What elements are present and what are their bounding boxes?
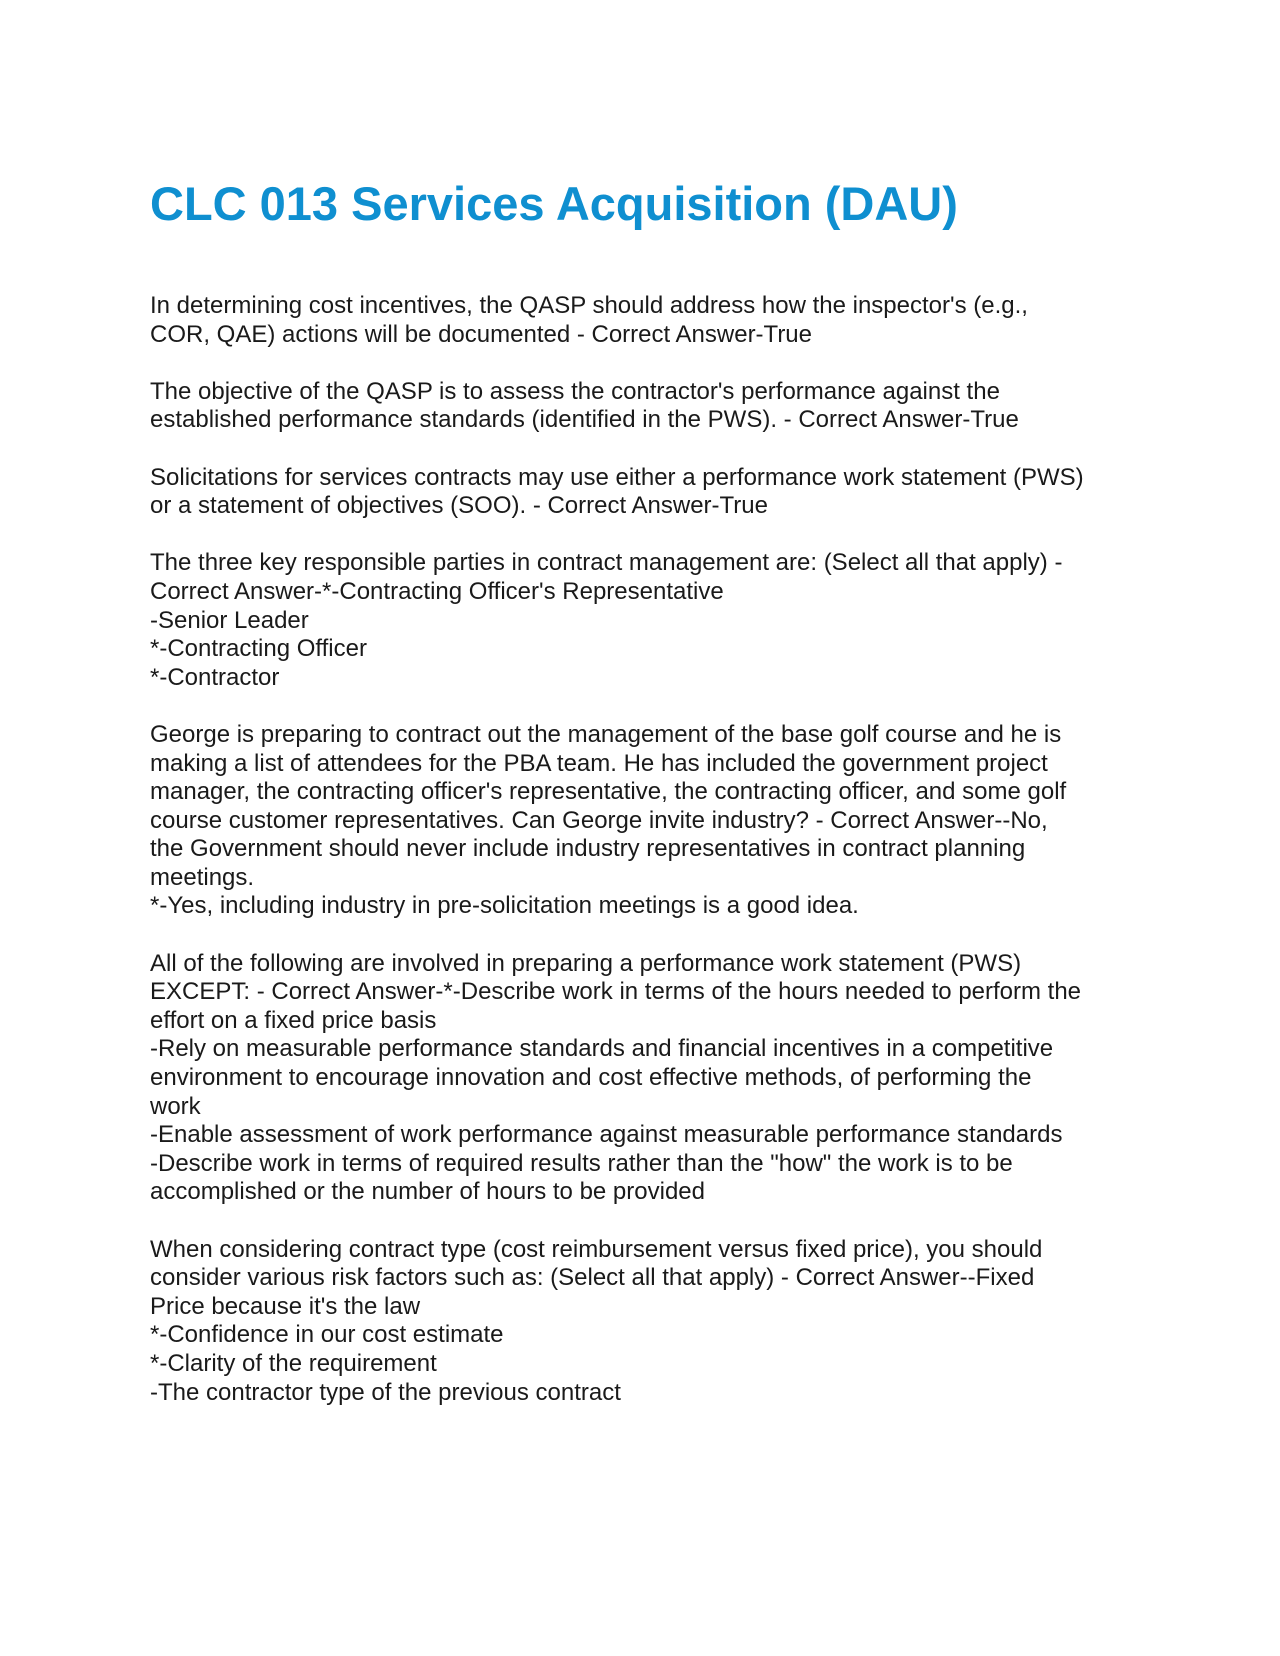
question-text-line: When considering contract type (cost reimbursement versus fixed price), you should [150,1235,1043,1263]
question-text-line: the Government should never include industry representatives in contract planning [150,835,1026,863]
question-text-line: Solicitations for services contracts may use either a performance work statement (PWS) [150,463,1084,491]
question-text-line: -Senior Leader [150,606,309,634]
document-title: CLC 013 Services Acquisition (DAU) [150,177,958,230]
question-block [150,950,1140,1207]
question-text-line: George is preparing to contract out the management of the base golf course and he is [150,720,1062,748]
question-text-line: *-Confidence in our cost estimate [150,1321,504,1349]
question-text-line: effort on a fixed price basis [150,1006,437,1034]
question-text-line: COR, QAE) actions will be documented - Correct Answer-True [150,320,813,348]
question-block [150,721,1140,921]
question-text-line: *-Contracting Officer [150,635,367,663]
question-text-line: meetings. [150,863,255,891]
question-text-line: course customer representatives. Can George invite industry? - Correct Answer--No, [150,806,1048,834]
question-block [150,549,1140,692]
question-text-line: -Enable assessment of work performance against measurable performance standards [150,1121,1063,1149]
question-text-line: -Rely on measurable performance standards and financial incentives in a competitive [150,1035,1054,1063]
question-text-line: manager, the contracting officer's representative, the contracting officer, and some golf [150,778,1067,806]
question-block [150,378,1140,435]
question-text-line: accomplished or the number of hours to be provided [150,1178,705,1206]
question-text-line: Correct Answer-*-Contracting Officer's Representative [150,577,724,605]
question-text-line: In determining cost incentives, the QASP should address how the inspector's (e.g., [150,292,1028,319]
question-text-line: The three key responsible parties in contract management are: (Select all that apply) - [150,549,1063,577]
question-text-line: -Describe work in terms of required results rather than the "how" the work is to be [150,1149,1013,1177]
question-text-line: *-Contractor [150,663,280,691]
question-block [150,464,1140,521]
question-text-line: *-Clarity of the requirement [150,1349,437,1377]
question-block [150,1236,1140,1408]
question-text-line: making a list of attendees for the PBA team. He has included the government project [150,749,1048,777]
question-text-line: environment to encourage innovation and cost effective methods, of performing the [150,1064,1032,1092]
question-text-line: consider various risk factors such as: (Select all that apply) - Correct Answer--Fixed [150,1264,1035,1292]
question-text-line: All of the following are involved in preparing a performance work statement (PWS) [150,949,1022,977]
question-text-line: *-Yes, including industry in pre-solicitation meetings is a good idea. [150,892,859,920]
question-text-line: EXCEPT: - Correct Answer-*-Describe work in terms of the hours needed to perform the [150,978,1082,1006]
question-text-line: -The contractor type of the previous contract [150,1378,621,1406]
question-text-line: work [150,1092,201,1120]
question-text-line: Price because it's the law [150,1292,421,1320]
question-text-line: or a statement of objectives (SOO). - Correct Answer-True [150,492,768,520]
question-text-line: The objective of the QASP is to assess the contractor's performance against the [150,377,1000,405]
document-body [150,292,1140,1436]
question-text-line: established performance standards (identified in the PWS). - Correct Answer-True [150,406,1019,434]
question-block [150,292,1140,349]
